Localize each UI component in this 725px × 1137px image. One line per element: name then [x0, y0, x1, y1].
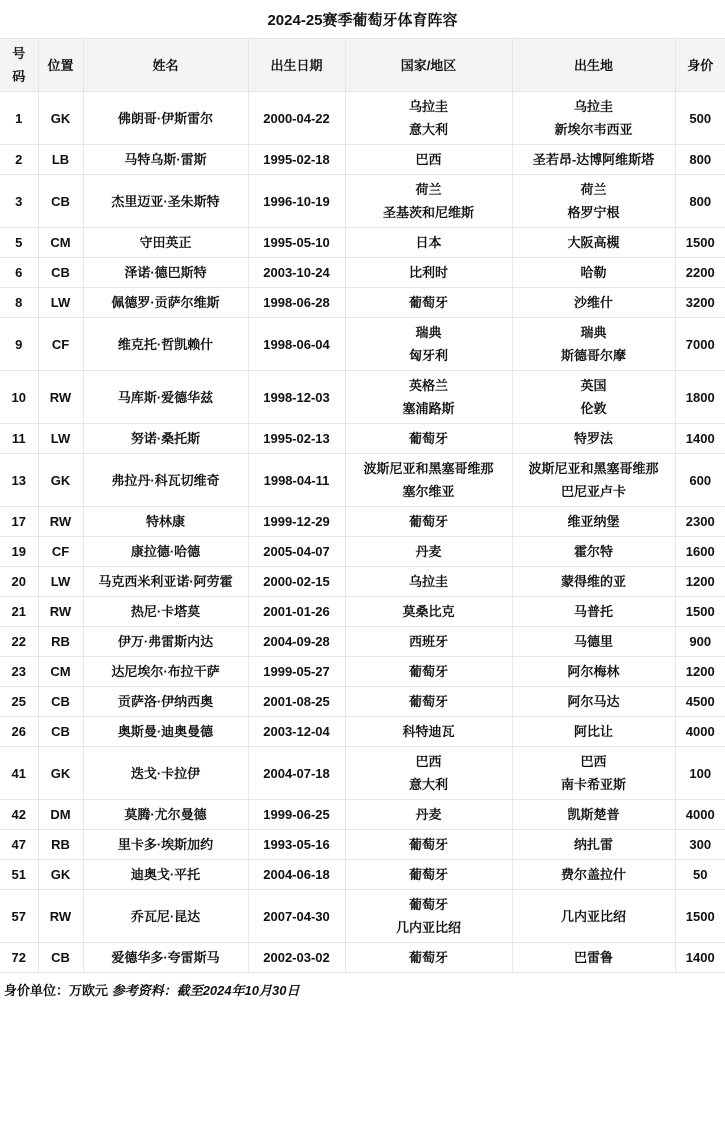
cell-number: 20 [0, 567, 38, 597]
cell-value: 800 [675, 145, 725, 175]
cell-birthplace: 巴西 南卡希亚斯 [512, 747, 675, 800]
col-header-value: 身价 [675, 39, 725, 92]
table-row [0, 288, 725, 318]
cell-number: 51 [0, 860, 38, 890]
cell-birth-date: 1998-04-11 [248, 454, 345, 507]
cell-birth-date: 1998-06-04 [248, 318, 345, 371]
cell-number: 42 [0, 800, 38, 830]
cell-position: LW [38, 424, 83, 454]
cell-birthplace: 阿尔梅林 [512, 657, 675, 687]
cell-country: 葡萄牙 [345, 687, 512, 717]
cell-country: 英格兰 塞浦路斯 [345, 371, 512, 424]
col-header-birth-date: 出生日期 [248, 39, 345, 92]
cell-birth-date: 2000-04-22 [248, 92, 345, 145]
table-row [0, 717, 725, 747]
cell-birthplace: 阿比让 [512, 717, 675, 747]
roster-table [0, 38, 725, 973]
table-row [0, 537, 725, 567]
cell-birth-date: 1999-12-29 [248, 507, 345, 537]
cell-value: 500 [675, 92, 725, 145]
cell-birth-date: 1995-02-18 [248, 145, 345, 175]
cell-country: 巴西 [345, 145, 512, 175]
cell-name: 达尼埃尔·布拉干萨 [83, 657, 248, 687]
cell-country: 比利时 [345, 258, 512, 288]
footer-note [0, 982, 725, 1000]
cell-value: 1500 [675, 597, 725, 627]
cell-number: 10 [0, 371, 38, 424]
cell-birthplace: 霍尔特 [512, 537, 675, 567]
cell-position: DM [38, 800, 83, 830]
cell-position: LW [38, 288, 83, 318]
table-row [0, 800, 725, 830]
cell-position: GK [38, 454, 83, 507]
cell-number: 22 [0, 627, 38, 657]
cell-position: LW [38, 567, 83, 597]
cell-name: 伊万·弗雷斯内达 [83, 627, 248, 657]
table-row [0, 747, 725, 800]
cell-name: 热尼·卡塔莫 [83, 597, 248, 627]
cell-value: 1800 [675, 371, 725, 424]
cell-value: 1200 [675, 657, 725, 687]
col-header-country: 国家/地区 [345, 39, 512, 92]
cell-country: 葡萄牙 [345, 943, 512, 973]
table-row [0, 627, 725, 657]
cell-name: 佛朗哥·伊斯雷尔 [83, 92, 248, 145]
cell-birthplace: 乌拉圭 新埃尔韦西亚 [512, 92, 675, 145]
cell-birthplace: 巴雷鲁 [512, 943, 675, 973]
cell-country: 荷兰 圣基茨和尼维斯 [345, 175, 512, 228]
value-unit-note: 身价单位：万欧元 [4, 983, 109, 998]
cell-position: GK [38, 747, 83, 800]
cell-position: RB [38, 627, 83, 657]
cell-position: RW [38, 597, 83, 627]
cell-country: 日本 [345, 228, 512, 258]
cell-value: 4000 [675, 717, 725, 747]
cell-name: 守田英正 [83, 228, 248, 258]
cell-name: 弗拉丹·科瓦切维奇 [83, 454, 248, 507]
cell-name: 莫腾·尤尔曼德 [83, 800, 248, 830]
cell-position: RB [38, 830, 83, 860]
cell-number: 47 [0, 830, 38, 860]
cell-name: 康拉德·哈德 [83, 537, 248, 567]
cell-birth-date: 2004-06-18 [248, 860, 345, 890]
cell-position: RW [38, 890, 83, 943]
cell-birthplace: 特罗法 [512, 424, 675, 454]
cell-number: 21 [0, 597, 38, 627]
cell-value: 50 [675, 860, 725, 890]
table-row [0, 92, 725, 145]
table-row [0, 258, 725, 288]
cell-country: 科特迪瓦 [345, 717, 512, 747]
cell-name: 特林康 [83, 507, 248, 537]
cell-country: 乌拉圭 [345, 567, 512, 597]
cell-birthplace: 马普托 [512, 597, 675, 627]
reference-note: 参考资料：截至2024年10月30日 [111, 983, 300, 998]
cell-position: CB [38, 717, 83, 747]
table-row [0, 657, 725, 687]
cell-position: CB [38, 943, 83, 973]
table-row [0, 507, 725, 537]
cell-country: 葡萄牙 [345, 830, 512, 860]
cell-position: CM [38, 228, 83, 258]
cell-birthplace: 哈勒 [512, 258, 675, 288]
cell-number: 1 [0, 92, 38, 145]
cell-value: 100 [675, 747, 725, 800]
cell-number: 57 [0, 890, 38, 943]
cell-number: 72 [0, 943, 38, 973]
cell-country: 葡萄牙 [345, 288, 512, 318]
cell-number: 6 [0, 258, 38, 288]
cell-value: 1500 [675, 228, 725, 258]
cell-position: RW [38, 507, 83, 537]
cell-number: 5 [0, 228, 38, 258]
cell-name: 努诺·桑托斯 [83, 424, 248, 454]
roster-body [0, 92, 725, 973]
cell-name: 里卡多·埃斯加约 [83, 830, 248, 860]
cell-number: 2 [0, 145, 38, 175]
cell-number: 26 [0, 717, 38, 747]
cell-number: 13 [0, 454, 38, 507]
cell-birth-date: 1999-05-27 [248, 657, 345, 687]
cell-number: 8 [0, 288, 38, 318]
cell-birth-date: 2001-08-25 [248, 687, 345, 717]
cell-birthplace: 几内亚比绍 [512, 890, 675, 943]
cell-number: 19 [0, 537, 38, 567]
cell-birth-date: 2003-10-24 [248, 258, 345, 288]
cell-value: 4500 [675, 687, 725, 717]
cell-position: CB [38, 258, 83, 288]
table-row [0, 228, 725, 258]
cell-birthplace: 瑞典 斯德哥尔摩 [512, 318, 675, 371]
cell-position: CM [38, 657, 83, 687]
table-row [0, 175, 725, 228]
cell-value: 300 [675, 830, 725, 860]
cell-value: 1600 [675, 537, 725, 567]
cell-birthplace: 费尔盖拉什 [512, 860, 675, 890]
cell-birthplace: 荷兰 格罗宁根 [512, 175, 675, 228]
cell-name: 迪奥戈·平托 [83, 860, 248, 890]
cell-birthplace: 阿尔马达 [512, 687, 675, 717]
cell-country: 葡萄牙 [345, 657, 512, 687]
cell-value: 800 [675, 175, 725, 228]
cell-name: 乔瓦尼·昆达 [83, 890, 248, 943]
cell-name: 贡萨洛·伊纳西奥 [83, 687, 248, 717]
table-row [0, 424, 725, 454]
header-row [0, 39, 725, 92]
table-row [0, 597, 725, 627]
cell-name: 杰里迈亚·圣朱斯特 [83, 175, 248, 228]
cell-position: GK [38, 860, 83, 890]
cell-birth-date: 1996-10-19 [248, 175, 345, 228]
cell-country: 葡萄牙 [345, 860, 512, 890]
cell-position: GK [38, 92, 83, 145]
cell-country: 西班牙 [345, 627, 512, 657]
table-row [0, 860, 725, 890]
cell-number: 9 [0, 318, 38, 371]
cell-birth-date: 2002-03-02 [248, 943, 345, 973]
cell-birth-date: 2000-02-15 [248, 567, 345, 597]
cell-number: 23 [0, 657, 38, 687]
cell-country: 葡萄牙 几内亚比绍 [345, 890, 512, 943]
cell-value: 600 [675, 454, 725, 507]
cell-position: CB [38, 175, 83, 228]
cell-birthplace: 沙维什 [512, 288, 675, 318]
cell-birthplace: 蒙得维的亚 [512, 567, 675, 597]
cell-value: 7000 [675, 318, 725, 371]
cell-position: CF [38, 318, 83, 371]
table-row [0, 687, 725, 717]
table-row [0, 145, 725, 175]
cell-country: 乌拉圭 意大利 [345, 92, 512, 145]
cell-country: 瑞典 匈牙利 [345, 318, 512, 371]
cell-position: LB [38, 145, 83, 175]
cell-position: CB [38, 687, 83, 717]
cell-birthplace: 纳扎雷 [512, 830, 675, 860]
cell-number: 3 [0, 175, 38, 228]
cell-birth-date: 2001-01-26 [248, 597, 345, 627]
cell-birthplace: 凯斯楚普 [512, 800, 675, 830]
cell-name: 马库斯·爱德华兹 [83, 371, 248, 424]
table-row [0, 943, 725, 973]
cell-birthplace: 圣若昂-达博阿维斯塔 [512, 145, 675, 175]
page-title: 2024-25赛季葡萄牙体育阵容 [267, 12, 458, 29]
cell-number: 11 [0, 424, 38, 454]
table-row [0, 318, 725, 371]
cell-birth-date: 2005-04-07 [248, 537, 345, 567]
table-row [0, 830, 725, 860]
cell-country: 巴西 意大利 [345, 747, 512, 800]
cell-country: 葡萄牙 [345, 507, 512, 537]
cell-birth-date: 2003-12-04 [248, 717, 345, 747]
cell-name: 马特乌斯·雷斯 [83, 145, 248, 175]
cell-value: 1200 [675, 567, 725, 597]
cell-value: 1500 [675, 890, 725, 943]
cell-birth-date: 1995-05-10 [248, 228, 345, 258]
cell-country: 丹麦 [345, 537, 512, 567]
col-header-birthplace: 出生地 [512, 39, 675, 92]
cell-name: 维克托·哲凯赖什 [83, 318, 248, 371]
cell-birth-date: 2007-04-30 [248, 890, 345, 943]
cell-birth-date: 1993-05-16 [248, 830, 345, 860]
cell-birth-date: 1999-06-25 [248, 800, 345, 830]
table-row [0, 567, 725, 597]
cell-birthplace: 波斯尼亚和黑塞哥维那 巴尼亚卢卡 [512, 454, 675, 507]
cell-value: 1400 [675, 424, 725, 454]
col-header-position: 位置 [38, 39, 83, 92]
cell-number: 41 [0, 747, 38, 800]
cell-birth-date: 1998-12-03 [248, 371, 345, 424]
cell-birthplace: 马德里 [512, 627, 675, 657]
cell-birthplace: 英国 伦敦 [512, 371, 675, 424]
col-header-number: 号码 [0, 39, 38, 92]
table-header [0, 39, 725, 92]
cell-number: 25 [0, 687, 38, 717]
cell-name: 佩德罗·贡萨尔维斯 [83, 288, 248, 318]
cell-value: 1400 [675, 943, 725, 973]
cell-position: CF [38, 537, 83, 567]
cell-value: 2300 [675, 507, 725, 537]
cell-name: 马克西米利亚诺·阿劳霍 [83, 567, 248, 597]
cell-country: 莫桑比克 [345, 597, 512, 627]
col-header-name: 姓名 [83, 39, 248, 92]
cell-country: 葡萄牙 [345, 424, 512, 454]
cell-birthplace: 维亚纳堡 [512, 507, 675, 537]
table-row [0, 454, 725, 507]
table-row [0, 890, 725, 943]
cell-value: 2200 [675, 258, 725, 288]
cell-birthplace: 大阪高槻 [512, 228, 675, 258]
cell-value: 3200 [675, 288, 725, 318]
cell-name: 爱德华多·夸雷斯马 [83, 943, 248, 973]
cell-birth-date: 1998-06-28 [248, 288, 345, 318]
cell-country: 丹麦 [345, 800, 512, 830]
cell-value: 4000 [675, 800, 725, 830]
cell-country: 波斯尼亚和黑塞哥维那 塞尔维亚 [345, 454, 512, 507]
cell-birth-date: 1995-02-13 [248, 424, 345, 454]
cell-name: 泽诺·德巴斯特 [83, 258, 248, 288]
cell-name: 奥斯曼·迪奥曼德 [83, 717, 248, 747]
cell-position: RW [38, 371, 83, 424]
cell-birth-date: 2004-09-28 [248, 627, 345, 657]
cell-value: 900 [675, 627, 725, 657]
cell-name: 迭戈·卡拉伊 [83, 747, 248, 800]
cell-birth-date: 2004-07-18 [248, 747, 345, 800]
table-row [0, 371, 725, 424]
cell-number: 17 [0, 507, 38, 537]
